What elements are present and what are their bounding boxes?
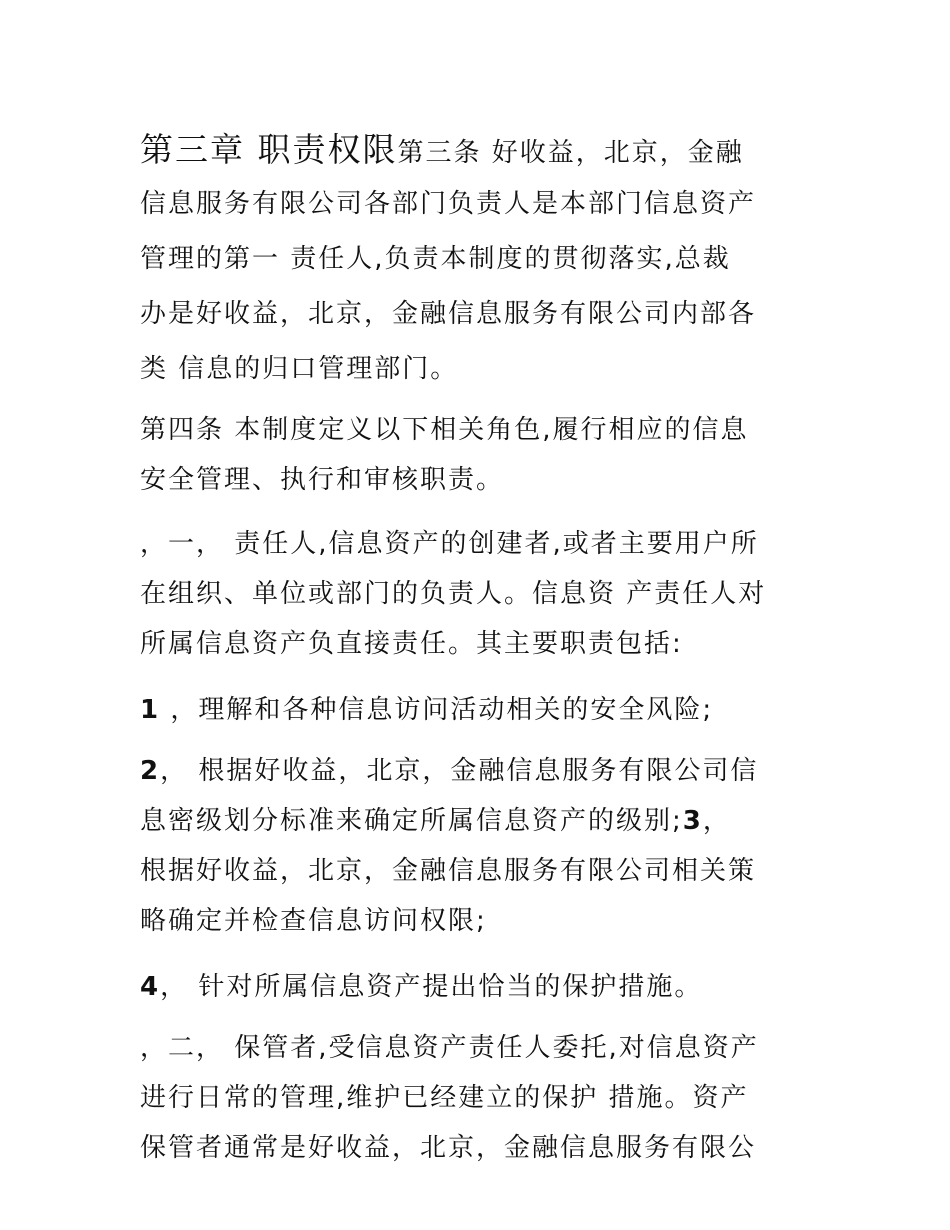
chapter-heading: 第三章 职责权限 — [140, 130, 398, 169]
paragraph-line: 类 信息的归口管理部门。 — [140, 354, 459, 384]
duty-text: ， 根据好收益，北京，金融信息服务有限公司信 — [160, 756, 759, 786]
list-number: 3 — [682, 806, 703, 836]
paragraph-line: 安全管理、执行和审核职责。 — [140, 465, 505, 495]
duty-2 — [140, 746, 820, 796]
paragraph-line: 信息服务有限公司各部门负责人是本部门信息资产 — [140, 189, 757, 219]
paragraph-line: 略确定并检查信息访问权限; — [140, 906, 487, 936]
paragraph-line: 在组织、单位或部门的负责人。信息资 产责任人对 — [140, 579, 767, 609]
custodian-line-1: ，二， 保管者,受信息资产责任人委托,对信息资产 — [140, 1033, 759, 1063]
paragraph-line: 根据好收益，北京，金融信息服务有限公司相关策 — [140, 856, 757, 886]
paragraph-line: 管理的第一 责任人,负责本制度的贯彻落实,总裁 — [140, 244, 731, 274]
article-3-start: 第三条 好收益，北京，金融 — [397, 138, 744, 168]
paragraph-line — [140, 796, 820, 846]
document-page — [140, 122, 820, 1173]
paragraph-line: 所属信息资产负直接责任。其主要职责包括: — [140, 629, 683, 659]
article-4-line-1: 第四条 本制度定义以下相关角色,履行相应的信息 — [140, 415, 749, 445]
list-number: 4 — [140, 972, 161, 1002]
paragraph-line: 保管者通常是好收益，北京，金融信息服务有限公 — [140, 1133, 757, 1163]
duty-4 — [140, 960, 820, 1015]
duty-text: ， — [702, 806, 731, 836]
chapter-3-line-1 — [140, 122, 820, 177]
paragraph-line: 办是好收益，北京，金融信息服务有限公司内部各 — [140, 299, 757, 329]
duty-text: ，理解和各种信息访问活动相关的安全风险; — [160, 695, 714, 725]
list-number: 1 — [140, 695, 161, 725]
duty-text: ， 针对所属信息资产提出恰当的保护措施。 — [160, 972, 703, 1002]
duty-1 — [140, 683, 820, 738]
paragraph-line: 进行日常的管理,维护已经建立的保护 措施。资产 — [140, 1083, 749, 1113]
duty-text: 息密级划分标准来确定所属信息资产的级别; — [140, 806, 683, 836]
owner-line-1: ，一， 责任人,信息资产的创建者,或者主要用户所 — [140, 529, 759, 559]
list-number: 2 — [140, 756, 161, 786]
